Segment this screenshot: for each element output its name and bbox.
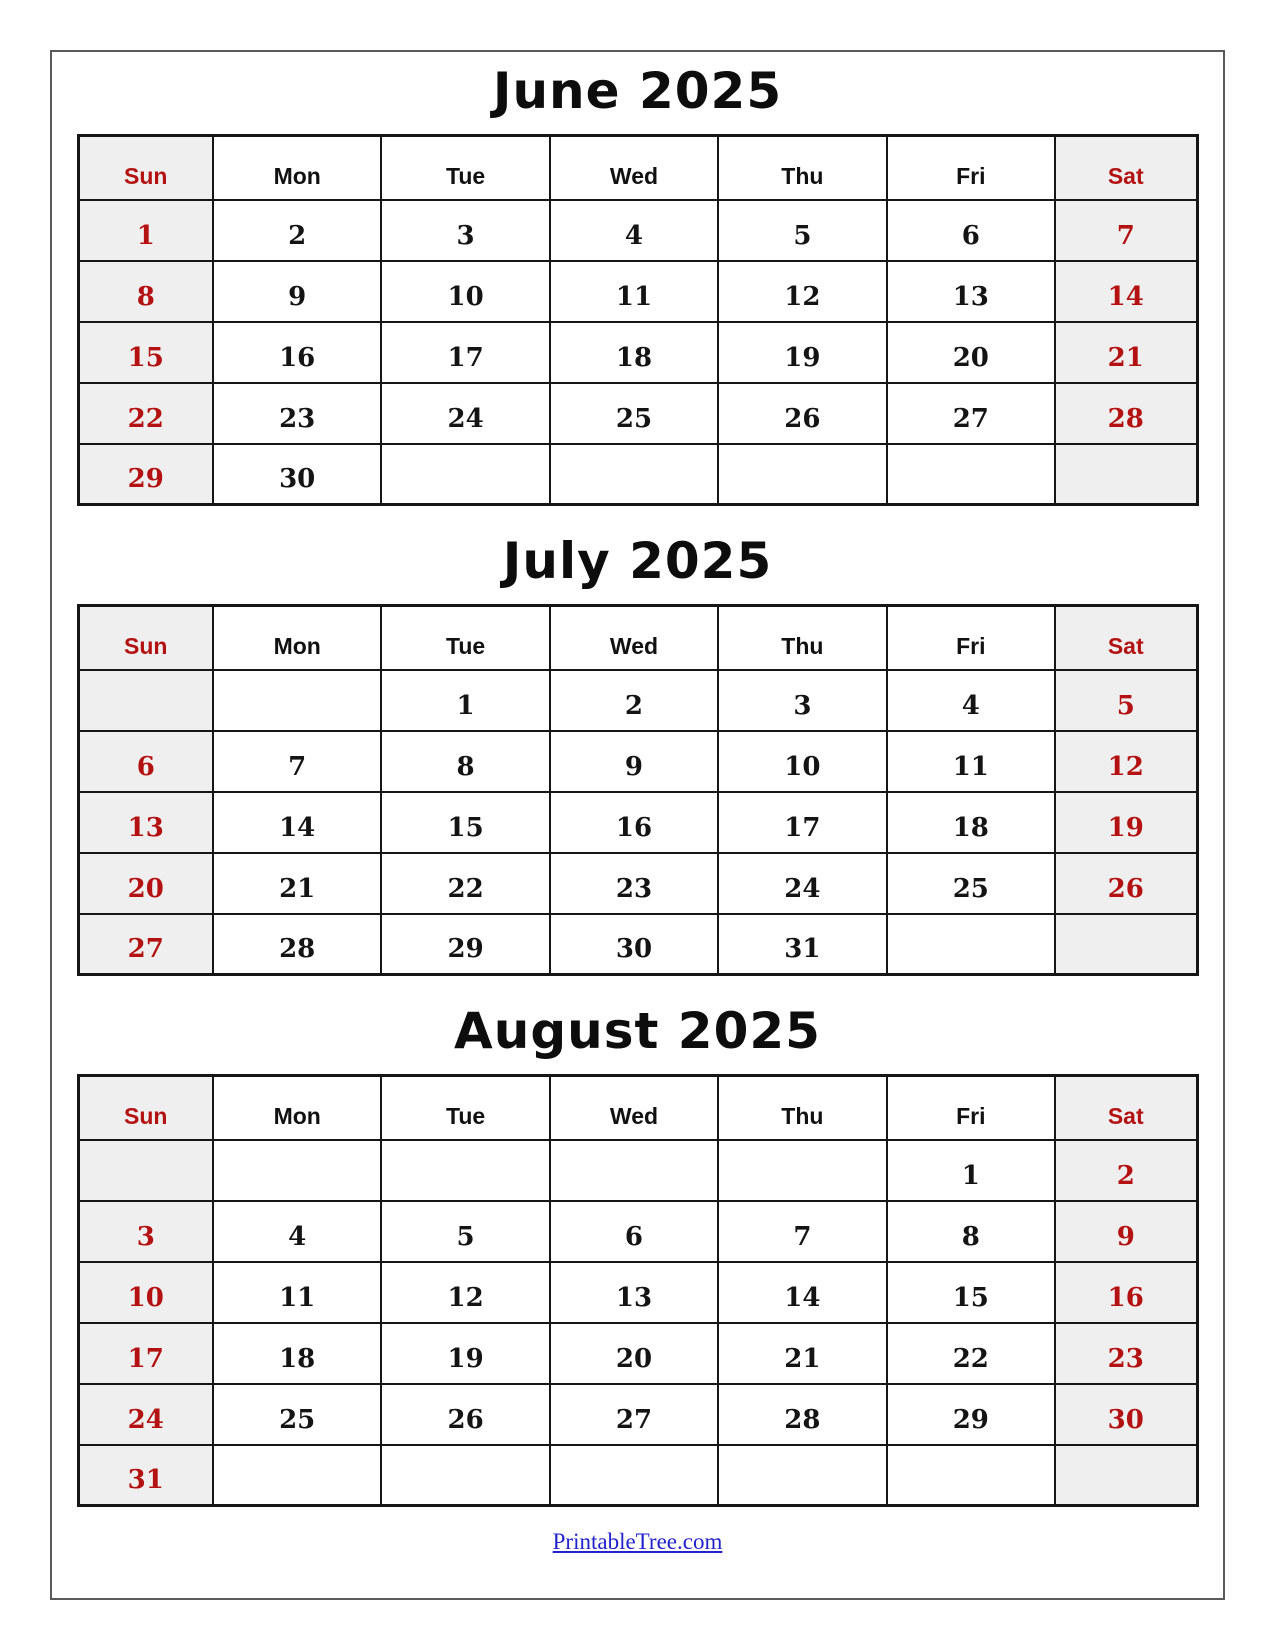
- empty-day-cell: [213, 1140, 381, 1201]
- day-header-cell-fri: Fri: [887, 606, 1055, 670]
- day-cell: 8: [381, 731, 549, 792]
- day-cell: 29: [78, 444, 213, 505]
- week-row: [78, 914, 1197, 975]
- day-cell: 29: [381, 914, 549, 975]
- day-header-cell-tue: Tue: [381, 136, 549, 200]
- day-cell: 19: [381, 1323, 549, 1384]
- week-row: [78, 1384, 1197, 1445]
- day-cell: 30: [550, 914, 718, 975]
- day-header-cell-wed: Wed: [550, 1076, 718, 1140]
- empty-day-cell: [1055, 444, 1197, 505]
- day-cell: 12: [718, 261, 886, 322]
- day-cell: 7: [213, 731, 381, 792]
- day-cell: 25: [213, 1384, 381, 1445]
- week-row: [78, 200, 1197, 261]
- week-row: [78, 853, 1197, 914]
- day-cell: 31: [78, 1445, 213, 1506]
- day-cell: 26: [718, 383, 886, 444]
- day-cell: 3: [78, 1201, 213, 1262]
- day-cell: 28: [718, 1384, 886, 1445]
- week-row: [78, 670, 1197, 731]
- day-header-cell-sat: Sat: [1055, 136, 1197, 200]
- day-cell: 5: [381, 1201, 549, 1262]
- day-header-cell-fri: Fri: [887, 1076, 1055, 1140]
- week-row: [78, 792, 1197, 853]
- day-cell: 19: [1055, 792, 1197, 853]
- month-title-august: August 2025: [454, 1002, 821, 1060]
- day-header-cell-sun: Sun: [78, 136, 213, 200]
- day-header-row: [78, 606, 1197, 670]
- empty-day-cell: [550, 1445, 718, 1506]
- day-cell: 17: [381, 322, 549, 383]
- day-header-cell-wed: Wed: [550, 606, 718, 670]
- empty-day-cell: [718, 444, 886, 505]
- day-cell: 12: [381, 1262, 549, 1323]
- day-cell: 8: [78, 261, 213, 322]
- day-cell: 2: [550, 670, 718, 731]
- day-cell: 13: [887, 261, 1055, 322]
- day-header-cell-tue: Tue: [381, 606, 549, 670]
- day-cell: 30: [1055, 1384, 1197, 1445]
- empty-day-cell: [887, 444, 1055, 505]
- day-cell: 16: [1055, 1262, 1197, 1323]
- empty-day-cell: [718, 1140, 886, 1201]
- day-cell: 16: [213, 322, 381, 383]
- day-header-cell-thu: Thu: [718, 1076, 886, 1140]
- calendar-table-august: [77, 1074, 1199, 1507]
- day-cell: 12: [1055, 731, 1197, 792]
- day-cell: 26: [381, 1384, 549, 1445]
- day-cell: 22: [78, 383, 213, 444]
- calendar-table-june: [77, 134, 1199, 506]
- day-cell: 9: [550, 731, 718, 792]
- week-row: [78, 731, 1197, 792]
- week-row: [78, 1323, 1197, 1384]
- page-frame: [50, 50, 1225, 1600]
- day-cell: 15: [78, 322, 213, 383]
- day-cell: 24: [718, 853, 886, 914]
- day-cell: 11: [887, 731, 1055, 792]
- day-cell: 8: [887, 1201, 1055, 1262]
- day-cell: 27: [550, 1384, 718, 1445]
- day-cell: 10: [718, 731, 886, 792]
- day-cell: 6: [887, 200, 1055, 261]
- day-cell: 14: [213, 792, 381, 853]
- week-row: [78, 1262, 1197, 1323]
- day-cell: 27: [78, 914, 213, 975]
- day-cell: 1: [887, 1140, 1055, 1201]
- day-cell: 7: [1055, 200, 1197, 261]
- day-cell: 9: [1055, 1201, 1197, 1262]
- month-title-july: July 2025: [502, 532, 773, 590]
- day-cell: 22: [887, 1323, 1055, 1384]
- day-cell: 11: [213, 1262, 381, 1323]
- day-cell: 19: [718, 322, 886, 383]
- day-cell: 9: [213, 261, 381, 322]
- empty-day-cell: [381, 1445, 549, 1506]
- empty-day-cell: [887, 914, 1055, 975]
- day-cell: 24: [78, 1384, 213, 1445]
- day-cell: 14: [1055, 261, 1197, 322]
- empty-day-cell: [78, 670, 213, 731]
- day-cell: 13: [550, 1262, 718, 1323]
- day-cell: 27: [887, 383, 1055, 444]
- day-cell: 10: [381, 261, 549, 322]
- day-cell: 20: [550, 1323, 718, 1384]
- day-cell: 1: [381, 670, 549, 731]
- empty-day-cell: [718, 1445, 886, 1506]
- month-section-july: [52, 532, 1223, 976]
- month-title-june: June 2025: [492, 62, 783, 120]
- day-cell: 25: [887, 853, 1055, 914]
- day-cell: 20: [78, 853, 213, 914]
- day-header-cell-sat: Sat: [1055, 606, 1197, 670]
- day-cell: 28: [213, 914, 381, 975]
- empty-day-cell: [213, 1445, 381, 1506]
- week-row: [78, 444, 1197, 505]
- day-cell: 2: [213, 200, 381, 261]
- day-cell: 15: [381, 792, 549, 853]
- day-cell: 29: [887, 1384, 1055, 1445]
- day-cell: 21: [718, 1323, 886, 1384]
- empty-day-cell: [213, 670, 381, 731]
- day-cell: 1: [78, 200, 213, 261]
- day-cell: 11: [550, 261, 718, 322]
- day-cell: 18: [213, 1323, 381, 1384]
- week-row: [78, 1201, 1197, 1262]
- empty-day-cell: [887, 1445, 1055, 1506]
- day-cell: 23: [1055, 1323, 1197, 1384]
- day-cell: 28: [1055, 383, 1197, 444]
- day-cell: 13: [78, 792, 213, 853]
- empty-day-cell: [381, 444, 549, 505]
- day-cell: 26: [1055, 853, 1197, 914]
- empty-day-cell: [78, 1140, 213, 1201]
- day-cell: 2: [1055, 1140, 1197, 1201]
- empty-day-cell: [1055, 914, 1197, 975]
- day-header-cell-sat: Sat: [1055, 1076, 1197, 1140]
- empty-day-cell: [550, 1140, 718, 1201]
- day-header-row: [78, 1076, 1197, 1140]
- day-cell: 5: [1055, 670, 1197, 731]
- empty-day-cell: [550, 444, 718, 505]
- day-cell: 31: [718, 914, 886, 975]
- day-cell: 17: [718, 792, 886, 853]
- day-cell: 23: [213, 383, 381, 444]
- week-row: [78, 322, 1197, 383]
- day-cell: 6: [550, 1201, 718, 1262]
- day-header-cell-tue: Tue: [381, 1076, 549, 1140]
- day-cell: 24: [381, 383, 549, 444]
- day-header-cell-wed: Wed: [550, 136, 718, 200]
- day-cell: 14: [718, 1262, 886, 1323]
- month-section-august: [52, 1002, 1223, 1507]
- day-header-cell-mon: Mon: [213, 1076, 381, 1140]
- footer: [52, 1529, 1223, 1555]
- empty-day-cell: [1055, 1445, 1197, 1506]
- day-cell: 4: [550, 200, 718, 261]
- day-cell: 7: [718, 1201, 886, 1262]
- day-header-cell-sun: Sun: [78, 1076, 213, 1140]
- day-header-row: [78, 136, 1197, 200]
- day-header-cell-thu: Thu: [718, 136, 886, 200]
- day-cell: 16: [550, 792, 718, 853]
- day-header-cell-thu: Thu: [718, 606, 886, 670]
- day-header-cell-sun: Sun: [78, 606, 213, 670]
- day-cell: 22: [381, 853, 549, 914]
- calendar-table-july: [77, 604, 1199, 976]
- day-header-cell-fri: Fri: [887, 136, 1055, 200]
- week-row: [78, 383, 1197, 444]
- week-row: [78, 1445, 1197, 1506]
- day-cell: 18: [887, 792, 1055, 853]
- day-cell: 25: [550, 383, 718, 444]
- day-cell: 18: [550, 322, 718, 383]
- day-cell: 3: [381, 200, 549, 261]
- day-cell: 30: [213, 444, 381, 505]
- week-row: [78, 1140, 1197, 1201]
- day-cell: 10: [78, 1262, 213, 1323]
- month-section-june: [52, 62, 1223, 506]
- day-cell: 21: [213, 853, 381, 914]
- footer-link[interactable]: PrintableTree.com: [552, 1529, 723, 1554]
- day-header-cell-mon: Mon: [213, 606, 381, 670]
- day-cell: 20: [887, 322, 1055, 383]
- day-header-cell-mon: Mon: [213, 136, 381, 200]
- week-row: [78, 261, 1197, 322]
- day-cell: 5: [718, 200, 886, 261]
- day-cell: 15: [887, 1262, 1055, 1323]
- day-cell: 21: [1055, 322, 1197, 383]
- day-cell: 4: [213, 1201, 381, 1262]
- day-cell: 23: [550, 853, 718, 914]
- day-cell: 17: [78, 1323, 213, 1384]
- day-cell: 3: [718, 670, 886, 731]
- day-cell: 6: [78, 731, 213, 792]
- day-cell: 4: [887, 670, 1055, 731]
- empty-day-cell: [381, 1140, 549, 1201]
